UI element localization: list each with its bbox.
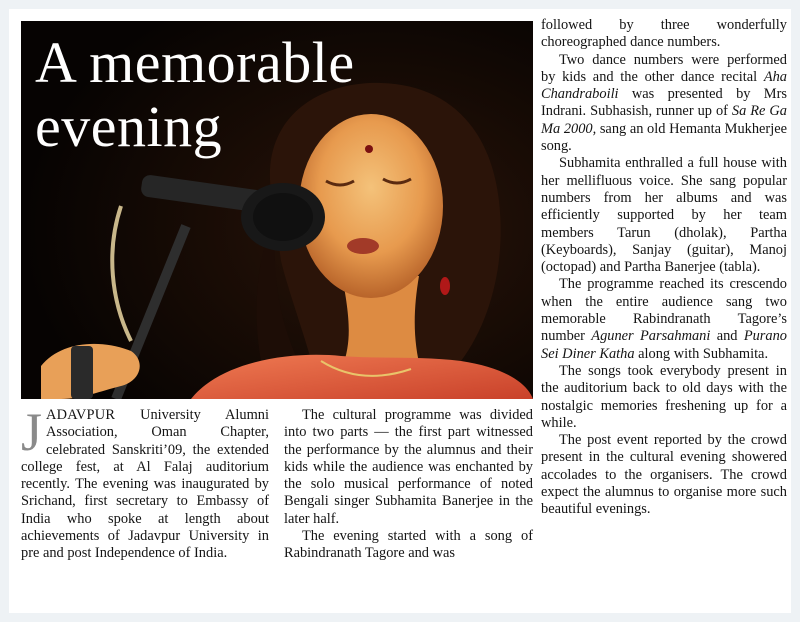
text-span: Two dance numbers were performed by kids and the other dance recital	[541, 51, 787, 85]
lead-caps: ADAVPUR	[46, 407, 116, 423]
column-3-paragraph-3	[541, 276, 787, 362]
article-headline	[35, 31, 355, 159]
italic-title: Aha Chandraboili	[541, 68, 787, 103]
column-3-paragraph-1	[541, 52, 787, 156]
headline-line-2: evening	[35, 94, 223, 159]
article-column-1	[21, 402, 269, 563]
text-span: was presented by Mrs Indrani. Subhasish, runner up of	[541, 86, 787, 120]
column-3-paragraph-0: followed by three wonderfully choreographed dance numbers.	[541, 17, 787, 51]
italic-title: Aguner Parsahmani	[591, 328, 711, 345]
column-1-text: University Alumni Association, Oman Chapter, celebrated Sanskriti’09, the extended college fest, at Al Falaj auditorium recently. The evening was inaugurated by Srichand, first secretary to Embassy of India who spoke at length about achievements of Jadavpur University in pre and post Independence of India.	[21, 407, 269, 562]
italic-title: Sa Re Ga Ma 2000,	[541, 103, 787, 137]
text-span: along with Subhamita.	[634, 345, 769, 362]
text-span: and	[710, 328, 744, 345]
drop-cap: J	[21, 402, 43, 462]
column-1-paragraph	[21, 402, 269, 563]
column-3-paragraph-5: The post event reported by the crowd present in the cultural evening showered accolades to the organisers. The crowd expect the alumnus to organise more such beautiful evenings.	[541, 432, 787, 518]
text-span: The programme reached its crescendo when the entire audience sang two memorable Rabindranath Tagore’s number	[541, 276, 787, 345]
article-photo	[21, 21, 533, 399]
column-2-paragraph-2: The evening started with a song of Rabindranath Tagore and was	[284, 528, 533, 562]
column-3-paragraph-2: Subhamita enthralled a full house with her mellifluous voice. She sang popular numbers from her albums and was efficiently supported by her team members Tarun (dholak), Partha (Keyboards), Sanjay (guitar), Manoj (octopad) and Partha Banerjee (tabla).	[541, 155, 787, 276]
column-3-paragraph-4: The songs took everybody present in the auditorium back to old days with the nostalgic memories freshening up for a while.	[541, 362, 787, 431]
headline-line-1: A memorable	[35, 30, 355, 95]
column-2-paragraph-1: The cultural programme was divided into two parts — the first part witnessed the performance by the alumnus and their kids while the audience was enchanted by the solo musical performance of noted Bengali singer Subhamita Banerjee in the later half.	[284, 407, 533, 527]
newspaper-clipping	[9, 9, 791, 613]
article-column-3	[541, 17, 787, 519]
article-column-2	[284, 407, 533, 563]
text-span: sang an old Hemanta Mukherjee song.	[541, 120, 787, 155]
italic-title: Purano Sei Diner Katha	[541, 328, 787, 362]
